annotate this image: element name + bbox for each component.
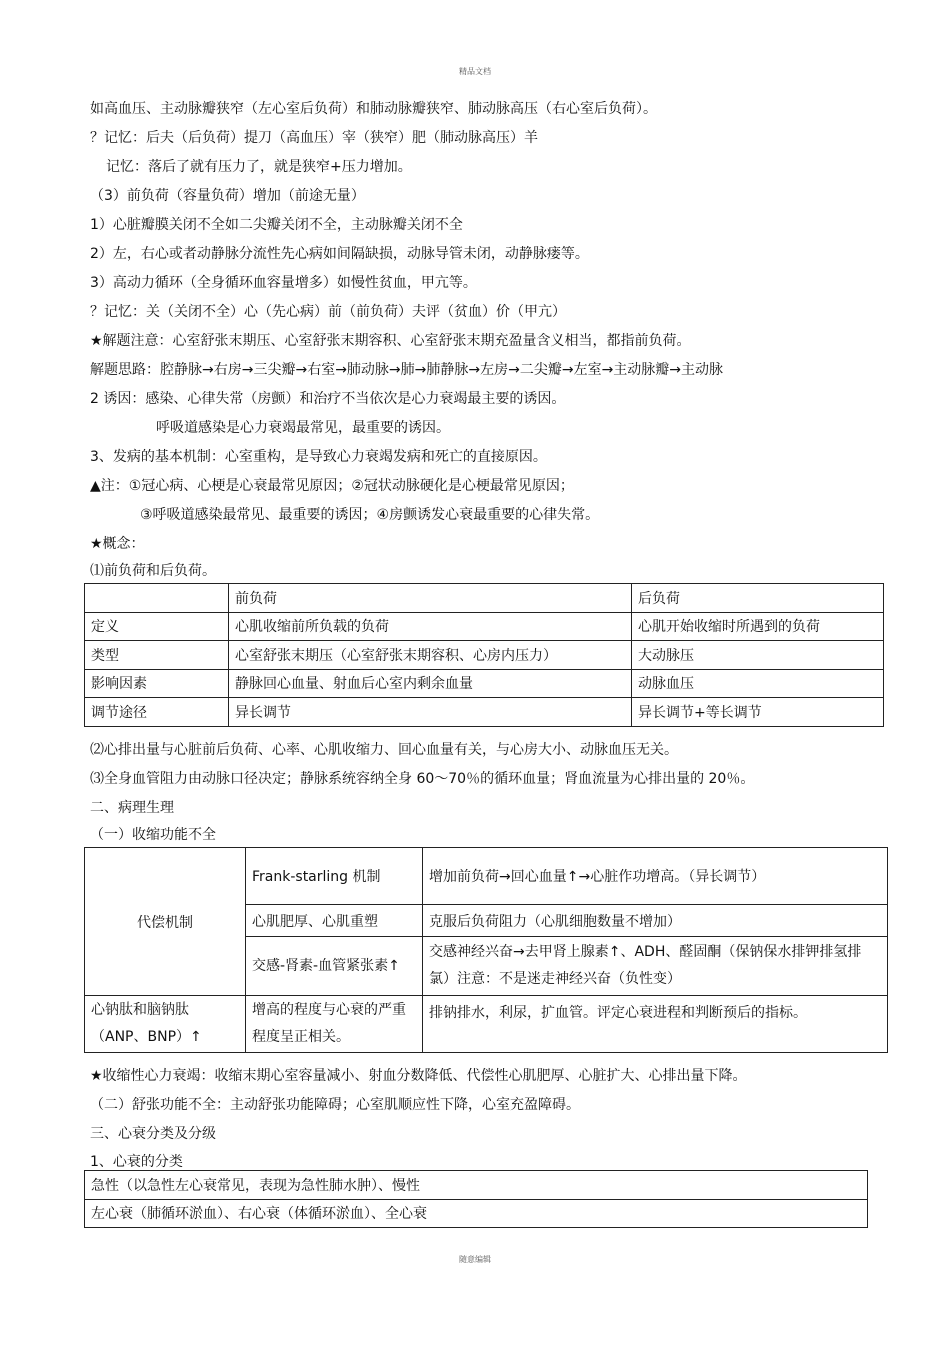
text-line: 解题思路：腔静脉→右房→三尖瓣→右室→肺动脉→肺→肺静脉→左房→二尖瓣→左室→主动脉瓣→主动脉 xyxy=(90,362,724,378)
table-cell: 心肌开始收缩时所遇到的负荷 xyxy=(632,612,884,641)
load-comparison-table xyxy=(84,583,884,727)
section-heading: 二、病理生理 xyxy=(90,800,174,816)
compensation-table xyxy=(84,847,888,1053)
table-cell: 静脉回心血量、射血后心室内剩余血量 xyxy=(229,669,632,698)
table-cell: 增加前负荷→回心血量↑→心脏作功增高。（异长调节） xyxy=(423,848,888,905)
table-cell: 大动脉压 xyxy=(632,641,884,670)
table-cell: 克服后负荷阻力（心肌细胞数量不增加） xyxy=(423,905,888,937)
table-cell: 增高的程度与心衰的严重程度呈正相关。 xyxy=(246,996,423,1053)
text-line: （二）舒张功能不全：主动舒张功能障碍；心室肌顺应性下降，心室充盈障碍。 xyxy=(90,1097,580,1113)
text-line: 2）左，右心或者动静脉分流性先心病如间隔缺损，动脉导管未闭，动静脉瘘等。 xyxy=(90,246,589,262)
table-cell: 代偿机制 xyxy=(85,848,246,996)
subsection-heading: （一）收缩功能不全 xyxy=(90,827,216,843)
table-row xyxy=(85,698,884,727)
table-cell: 心肌收缩前所负载的负荷 xyxy=(229,612,632,641)
text-line: ★解题注意：心室舒张末期压、心室舒张末期容积、心室舒张末期充盈量含义相当，都指前负荷。 xyxy=(90,333,691,349)
text-line: 3、发病的基本机制：心室重构，是导致心力衰竭发病和死亡的直接原因。 xyxy=(90,449,547,465)
table-cell: 心肌肥厚、心肌重塑 xyxy=(246,905,423,937)
text-line: ？记忆：后夫（后负荷）提刀（高血压）宰（狭窄）肥（肺动脉高压）羊 xyxy=(90,130,538,146)
table-row xyxy=(85,996,888,1053)
classification-table xyxy=(84,1170,868,1228)
table-row xyxy=(85,612,884,641)
table-row xyxy=(85,669,884,698)
table-cell: 后负荷 xyxy=(632,584,884,613)
table-cell: 调节途径 xyxy=(85,698,229,727)
table-cell: 动脉血压 xyxy=(632,669,884,698)
table-cell xyxy=(85,584,229,613)
table-cell: 类型 xyxy=(85,641,229,670)
table-cell: 前负荷 xyxy=(229,584,632,613)
table-cell: Frank-starling 机制 xyxy=(246,848,423,905)
table-cell: 异长调节+等长调节 xyxy=(632,698,884,727)
text-line: 呼吸道感染是心力衰竭最常见，最重要的诱因。 xyxy=(156,420,450,436)
table-row xyxy=(85,641,884,670)
page-footer: 随意编辑 xyxy=(459,1255,491,1264)
text-line: ▲注：①冠心病、心梗是心衰最常见原因；②冠状动脉硬化是心梗最常见原因； xyxy=(90,478,574,494)
table-cell: 心室舒张末期压（心室舒张末期容积、心房内压力） xyxy=(229,641,632,670)
table-row xyxy=(85,1171,868,1200)
text-line: ⑵心排出量与心脏前后负荷、心率、心肌收缩力、回心血量有关，与心房大小、动脉血压无关。 xyxy=(90,742,678,758)
table-cell: 交感-肾素-血管紧张素↑ xyxy=(246,937,423,996)
table-row xyxy=(85,848,888,905)
table-cell: 左心衰（肺循环淤血）、右心衰（体循环淤血）、全心衰 xyxy=(85,1199,868,1228)
text-line: ⑴前负荷和后负荷。 xyxy=(90,563,216,579)
text-line: 2 诱因：感染、心律失常（房颤）和治疗不当依次是心力衰竭最主要的诱因。 xyxy=(90,391,566,407)
text-line: 记忆：落后了就有压力了，就是狭窄+压力增加。 xyxy=(106,159,412,175)
table-cell: 排钠排水，利尿，扩血管。评定心衰进程和判断预后的指标。 xyxy=(423,996,888,1053)
table-cell: 定义 xyxy=(85,612,229,641)
text-line: 1）心脏瓣膜关闭不全如二尖瓣关闭不全，主动脉瓣关闭不全 xyxy=(90,217,463,233)
table-row xyxy=(85,1199,868,1228)
table-cell: 心钠肽和脑钠肽（ANP、BNP）↑ xyxy=(85,996,246,1053)
section-heading: 三、心衰分类及分级 xyxy=(90,1126,216,1142)
table-cell: 异长调节 xyxy=(229,698,632,727)
text-line: 如高血压、主动脉瓣狭窄（左心室后负荷）和肺动脉瓣狭窄、肺动脉高压（右心室后负荷）。 xyxy=(90,101,657,117)
text-line: 1、心衰的分类 xyxy=(90,1154,183,1170)
table-header-row xyxy=(85,584,884,613)
page-header: 精品文档 xyxy=(459,67,491,76)
text-line: ★概念： xyxy=(90,536,145,552)
text-line: ？记忆：关（关闭不全）心（先心病）前（前负荷）夫评（贫血）价（甲亢） xyxy=(90,304,566,320)
text-line: ⑶全身血管阻力由动脉口径决定；静脉系统容纳全身 60～70％的循环血量；肾血流量为心排出量的 20％。 xyxy=(90,771,755,787)
table-cell: 影响因素 xyxy=(85,669,229,698)
text-line: ③呼吸道感染最常见、最重要的诱因；④房颤诱发心衰最重要的心律失常。 xyxy=(140,507,600,523)
text-line: ★收缩性心力衰竭：收缩末期心室容量减小、射血分数降低、代偿性心肌肥厚、心脏扩大、心排出量下降。 xyxy=(90,1068,747,1084)
table-cell: 交感神经兴奋→去甲肾上腺素↑、ADH、醛固酮（保钠保水排钾排氢排氯）注意：不是迷走神经兴奋（负性变） xyxy=(423,937,888,996)
text-line: 3）高动力循环（全身循环血容量增多）如慢性贫血，甲亢等。 xyxy=(90,275,477,291)
text-line: （3）前负荷（容量负荷）增加（前途无量） xyxy=(90,188,365,204)
table-cell: 急性（以急性左心衰常见，表现为急性肺水肿）、慢性 xyxy=(85,1171,868,1200)
